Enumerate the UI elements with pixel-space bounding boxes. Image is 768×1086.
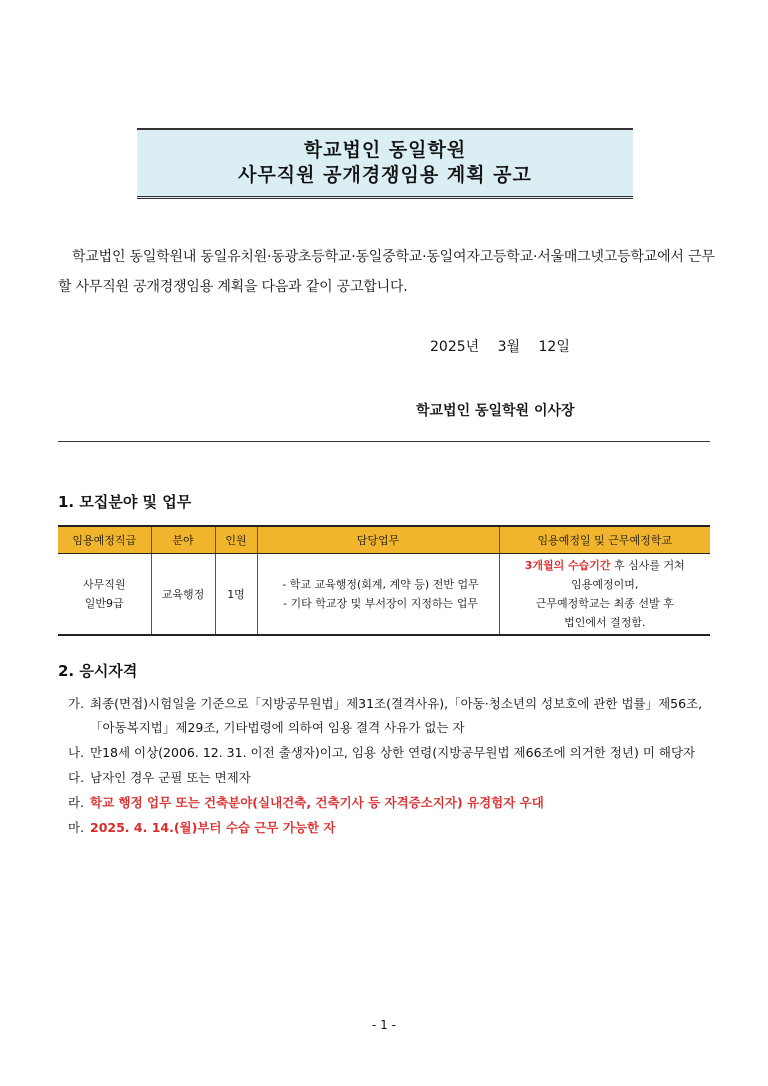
intro-paragraph: 학교법인 동일학원내 동일유치원·동광초등학교·동일중학교·동일여자고등학교·서울매그넷고등학교에서 근무할 사무직원 공개경쟁임용 계획을 다음과 같이 공고합니다. [58, 249, 715, 295]
duty-item: - 학교 교육행정(회계, 계약 등) 전반 업무 [282, 578, 479, 591]
list-text: 2025. 4. 14.(월)부터 수습 근무 가능한 자 [90, 820, 336, 835]
recruitment-table [58, 525, 710, 636]
cell-duties [257, 554, 499, 636]
signer: 학교법인 동일학원 이사장 [416, 403, 575, 419]
cell-schedule [499, 554, 710, 636]
list-marker: 다. [68, 770, 85, 785]
cell-field: 교육행정 [151, 554, 215, 636]
list-item [68, 692, 718, 740]
section2-title: 2. 응시자격 [58, 662, 138, 680]
list-item [68, 816, 718, 840]
list-marker: 마. [68, 820, 85, 835]
section1-title: 1. 모집분야 및 업무 [58, 493, 192, 511]
announcement-date [430, 336, 584, 356]
qualifications-list [68, 692, 718, 841]
list-text: 최종(면접)시험일을 기준으로「지방공무원법」제31조(결격사유),「아동·청소년의 성보호에 관한 법률」제56조,「아동복지법」제29조, 기타법령에 의하여 임용 결격 사유가 없는 자 [90, 696, 703, 735]
table-row [58, 554, 710, 636]
duty-item: - 기타 학교장 및 부서장이 지정하는 업무 [283, 597, 478, 610]
date-month: 3월 [497, 339, 521, 355]
schedule-text: 법인에서 결정함. [564, 616, 646, 629]
list-marker: 라. [68, 795, 85, 810]
header-count: 인원 [215, 526, 257, 554]
document-title-line1: 학교법인 동일학원 [303, 139, 467, 161]
list-item [68, 741, 718, 765]
title-box [137, 128, 633, 199]
probation-highlight: 3개월의 수습기간 [524, 559, 611, 572]
header-schedule: 임용예정일 및 근무예정학교 [499, 526, 710, 554]
header-duties: 담당업무 [257, 526, 499, 554]
list-text: 만18세 이상(2006. 12. 31. 이전 출생자)이고, 임용 상한 연령(지방공무원법 제66조에 의거한 정년) 미 해당자 [90, 745, 696, 760]
document-title-line2: 사무직원 공개경쟁임용 계획 공고 [238, 164, 532, 186]
list-marker: 나. [68, 745, 85, 760]
date-year: 2025년 [430, 339, 480, 355]
list-marker: 가. [68, 696, 85, 711]
grade-line2: 일반9급 [84, 597, 124, 610]
schedule-text: 후 심사를 거쳐 [610, 559, 685, 572]
schedule-text: 임용예정이며, [571, 578, 639, 591]
grade-line1: 사무직원 [82, 578, 126, 591]
list-item [68, 791, 718, 815]
schedule-text: 근무예정학교는 최종 선발 후 [535, 597, 674, 610]
table-header-row [58, 526, 710, 554]
header-grade: 임용예정직급 [58, 526, 151, 554]
list-text: 남자인 경우 군필 또는 면제자 [90, 770, 251, 785]
divider [58, 441, 710, 442]
header-field: 분야 [151, 526, 215, 554]
list-text: 학교 행정 업무 또는 건축분야(실내건축, 건축기사 등 자격증소지자) 유경험자 우대 [90, 795, 544, 810]
cell-grade [58, 554, 151, 636]
page-number: - 1 - [372, 1018, 396, 1032]
date-day: 12일 [538, 339, 570, 355]
cell-count: 1명 [215, 554, 257, 636]
list-item [68, 766, 718, 790]
